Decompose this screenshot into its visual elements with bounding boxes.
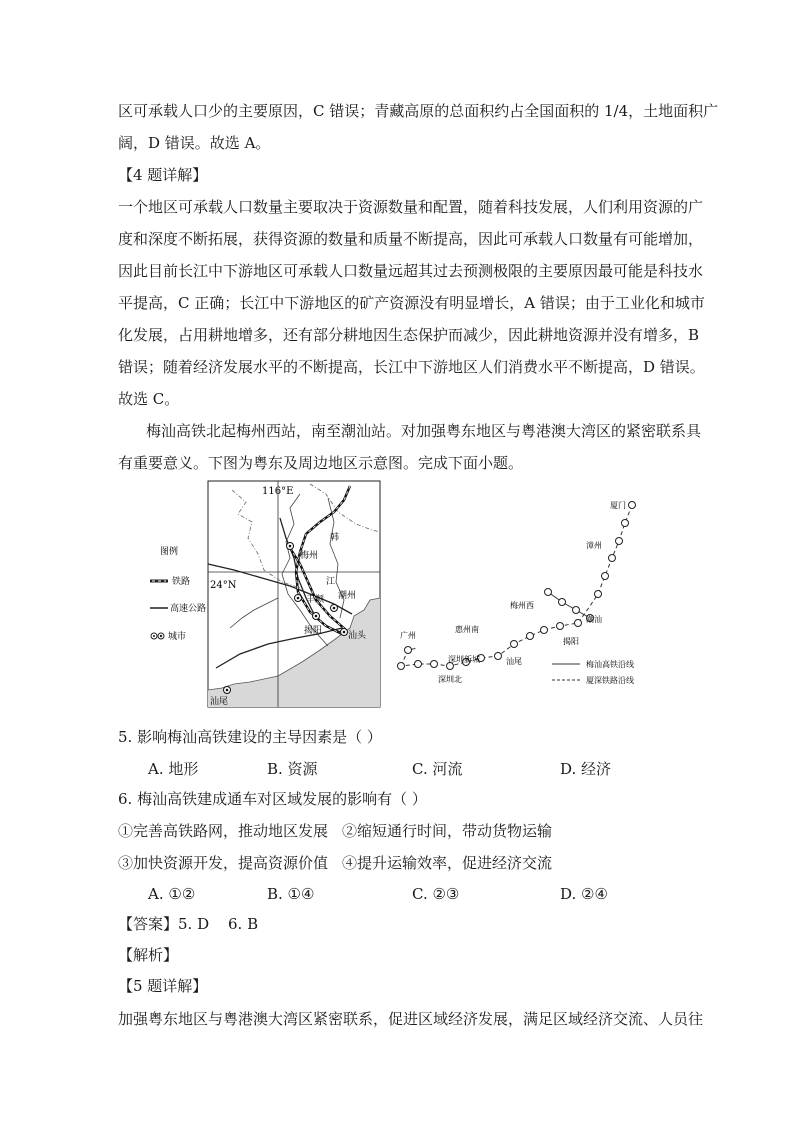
q6-option-b: B. ①④ <box>267 885 315 903</box>
analysis-label: 【解析】 <box>118 946 179 964</box>
station-zhangzhou: 漳州 <box>586 541 602 550</box>
place-shanwei: 汕尾 <box>210 697 229 707</box>
q6-option-c: C. ②③ <box>412 885 460 903</box>
q4-detail-line: 故选 C。 <box>118 390 180 408</box>
legend-xiashen: 厦深铁路沿线 <box>586 676 634 685</box>
region-map <box>208 481 380 707</box>
q4-detail-line: 因此目前长江中下游地区可承载人口数量远超其过去预测极限的主要原因最可能是科技水 <box>118 262 704 280</box>
q4-detail-line: 度和深度不断拓展，获得资源的数量和质量不断提高，因此可承载人口数量有可能增加， <box>118 230 704 248</box>
intro-line-2: 有重要意义。下图为粤东及周边地区示意图。完成下面小题。 <box>118 454 524 472</box>
q6-item-1: ①完善高铁路网，推动地区发展 <box>118 822 329 840</box>
q6-item-4: ④提升运输效率，促进经济交流 <box>342 854 553 872</box>
q4-detail-line: 化发展，占用耕地增多，还有部分耕地因生态保护而减少，因此耕地资源并没有增多，B <box>118 326 700 344</box>
station-chaoshan: 潮汕 <box>586 615 602 624</box>
q6-stem: 6. 梅汕高铁建成通车对区域发展的影响有（ ） <box>118 790 427 808</box>
station-xiamen: 厦门 <box>610 501 626 510</box>
station-meizhouxi: 梅州西 <box>510 601 534 610</box>
legend-railway: 铁路 <box>172 577 191 587</box>
q6-item-3: ③加快资源开发，提高资源价值 <box>118 854 329 872</box>
prev-answer-line-2: 阔，D 错误。故选 A。 <box>118 134 271 152</box>
q4-detail-heading: 【4 题详解】 <box>118 166 208 184</box>
q5-option-a: A. 地形 <box>148 760 199 778</box>
station-guangzhou: 广州 <box>400 631 416 640</box>
q5-stem: 5. 影响梅汕高铁建设的主导因素是（ ） <box>118 728 382 746</box>
q5-detail-line: 加强粤东地区与粤港澳大湾区紧密联系，促进区域经济发展，满足区域经济交流、人员往 <box>118 1010 704 1028</box>
station-shenzhenxincheng: 深圳新城 <box>448 655 480 664</box>
lat-label: 24°N <box>210 580 237 591</box>
legend-city: 城市 <box>168 632 187 642</box>
place-fengshun: 丰顺 <box>306 595 325 605</box>
q6-option-a: A. ①② <box>148 885 196 903</box>
station-shanwei: 汕尾 <box>506 657 522 666</box>
q5-detail-heading: 【5 题详解】 <box>118 977 208 995</box>
region-figure <box>150 478 680 714</box>
q4-detail-line: 一个地区可承载人口数量主要取决于资源数量和配置，随着科技发展，人们利用资源的广 <box>118 198 704 216</box>
place-jieyang: 揭阳 <box>304 626 323 636</box>
q5-option-d: D. 经济 <box>560 760 612 778</box>
q4-detail-line: 平提高，C 正确；长江中下游地区的矿产资源没有明显增长，A 错误；由于工业化和城市 <box>118 294 705 312</box>
legend-title: 图例 <box>160 547 179 557</box>
legend-highway: 高速公路 <box>170 604 207 614</box>
q6-option-d: D. ②④ <box>560 885 608 903</box>
answer-label: 【答案】5. D <box>118 915 210 933</box>
answer-second: 6. B <box>228 915 259 933</box>
lon-label: 116°E <box>262 486 294 497</box>
legend-meishan: 梅汕高铁沿线 <box>586 660 634 669</box>
place-han: 韩 <box>330 533 340 543</box>
place-meizhou: 梅州 <box>300 551 319 561</box>
q5-option-b: B. 资源 <box>267 760 318 778</box>
q4-detail-line: 错误；随着经济发展水平的不断提高，长江中下游地区人们消费水平不断提高，D 错误。 <box>118 358 705 376</box>
q5-option-c: C. 河流 <box>412 760 463 778</box>
station-shenzhenbei: 深圳北 <box>438 675 462 684</box>
prev-answer-line-1: 区可承载人口少的主要原因，C 错误；青藏高原的总面积约占全国面积的 1/4，土地面积广 <box>118 102 719 120</box>
q6-item-2: ②缩短通行时间，带动货物运输 <box>342 822 553 840</box>
route-diagram <box>398 500 636 685</box>
place-shantou: 汕头 <box>348 631 367 641</box>
station-jieyang: 揭阳 <box>563 637 579 646</box>
station-huizhounan: 惠州南 <box>455 625 479 634</box>
place-chaozhou: 潮州 <box>338 591 357 601</box>
place-jiang: 江 <box>326 577 336 587</box>
intro-line-1: 梅汕高铁北起梅州西站，南至潮汕站。对加强粤东地区与粤港澳大湾区的紧密联系具 <box>146 422 702 440</box>
